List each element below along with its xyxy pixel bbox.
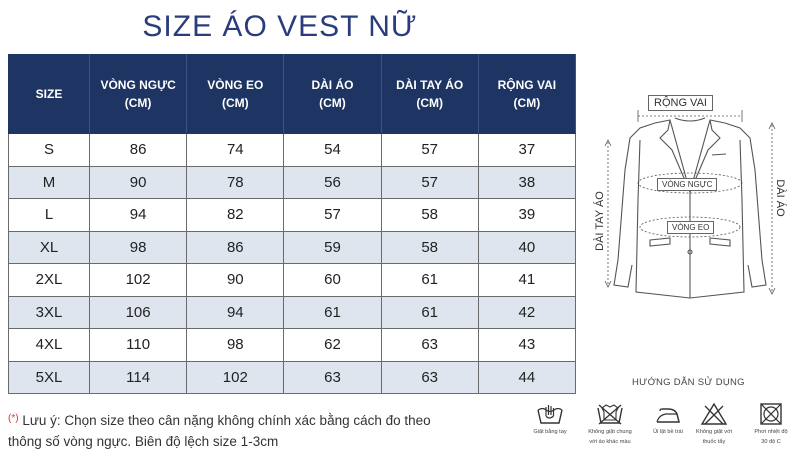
table-cell: 43 [478, 329, 575, 362]
table-cell: 106 [90, 296, 187, 329]
table-cell: 57 [284, 199, 381, 232]
table-cell: 63 [284, 361, 381, 394]
table-cell: 94 [90, 199, 187, 232]
header-length: DÀI ÁO (CM) [284, 55, 381, 134]
chest-label: VÒNG NGỰC [657, 178, 717, 191]
table-cell: 41 [478, 264, 575, 297]
table-cell: L [9, 199, 90, 232]
table-cell: 39 [478, 199, 575, 232]
table-cell: 63 [381, 361, 478, 394]
care-item: Giặt bằng tay [520, 402, 580, 458]
table-row [9, 329, 576, 362]
table-cell: 78 [187, 166, 284, 199]
care-item: Phơi nhiệt độ 30 độ C [741, 402, 800, 458]
table-cell: 98 [187, 329, 284, 362]
care-item: Không giặt với thuốc tẩy [684, 402, 744, 458]
table-cell: 59 [284, 231, 381, 264]
length-label: DÀI ÁO [774, 168, 786, 228]
table-row [9, 361, 576, 394]
care-item: Ủi lật bề trái [638, 402, 698, 458]
care-guide-title: HƯỚNG DẪN SỬ DỤNG [632, 377, 745, 388]
table-cell: 40 [478, 231, 575, 264]
table-cell: 86 [187, 231, 284, 264]
table-cell: 90 [90, 166, 187, 199]
table-cell: 94 [187, 296, 284, 329]
table-cell: XL [9, 231, 90, 264]
size-table [8, 54, 576, 394]
table-cell: 37 [478, 134, 575, 167]
note-asterisk: (*) [8, 413, 19, 424]
table-cell: 102 [90, 264, 187, 297]
table-cell: 44 [478, 361, 575, 394]
table-cell: 90 [187, 264, 284, 297]
table-cell: 82 [187, 199, 284, 232]
table-cell: 63 [381, 329, 478, 362]
table-cell: 56 [284, 166, 381, 199]
table-cell: 102 [187, 361, 284, 394]
header-chest: VÒNG NGỰC (CM) [90, 55, 187, 134]
table-cell: 58 [381, 231, 478, 264]
table-cell: 74 [187, 134, 284, 167]
table-row [9, 199, 576, 232]
size-note [8, 410, 528, 452]
table-cell: 38 [478, 166, 575, 199]
table-cell: 60 [284, 264, 381, 297]
header-sleeve: DÀI TAY ÁO (CM) [381, 55, 478, 134]
table-cell: 42 [478, 296, 575, 329]
no-bleach-icon [700, 402, 728, 426]
table-header-row [9, 55, 576, 134]
table-row [9, 231, 576, 264]
table-cell: S [9, 134, 90, 167]
header-waist: VÒNG EO (CM) [187, 55, 284, 134]
dry-icon [757, 402, 785, 426]
table-cell: 58 [381, 199, 478, 232]
jacket-diagram [590, 80, 795, 305]
header-shoulder: RỘNG VAI (CM) [478, 55, 575, 134]
page-title: SIZE ÁO VEST NỮ [142, 10, 418, 43]
table-cell: 57 [381, 134, 478, 167]
table-cell: 61 [381, 296, 478, 329]
table-cell: 62 [284, 329, 381, 362]
iron-icon [654, 402, 682, 426]
table-cell: 3XL [9, 296, 90, 329]
table-cell: M [9, 166, 90, 199]
care-item: Không giặt chung với áo khác màu [580, 402, 640, 458]
waist-label: VÒNG EO [667, 221, 714, 234]
table-cell: 61 [381, 264, 478, 297]
table-row [9, 166, 576, 199]
note-line-2: thông số vòng ngực. Biên độ lệch size 1-3cm [8, 434, 279, 449]
table-cell: 5XL [9, 361, 90, 394]
table-cell: 57 [381, 166, 478, 199]
table-cell: 2XL [9, 264, 90, 297]
table-cell: 110 [90, 329, 187, 362]
hand-wash-icon [536, 402, 564, 426]
note-line-1: Lưu ý: Chọn size theo cân nặng không chính xác bằng cách đo theo [22, 413, 431, 428]
shoulder-label: RỘNG VAI [648, 95, 713, 111]
no-mix-wash-icon [596, 402, 624, 426]
table-cell: 98 [90, 231, 187, 264]
table-cell: 114 [90, 361, 187, 394]
header-size: SIZE [9, 55, 90, 134]
table-row [9, 134, 576, 167]
table-cell: 54 [284, 134, 381, 167]
table-cell: 4XL [9, 329, 90, 362]
sleeve-label: DÀI TAY ÁO [594, 181, 606, 261]
table-cell: 61 [284, 296, 381, 329]
table-cell: 86 [90, 134, 187, 167]
jacket-outline-icon [614, 118, 766, 298]
table-row [9, 296, 576, 329]
table-row [9, 264, 576, 297]
